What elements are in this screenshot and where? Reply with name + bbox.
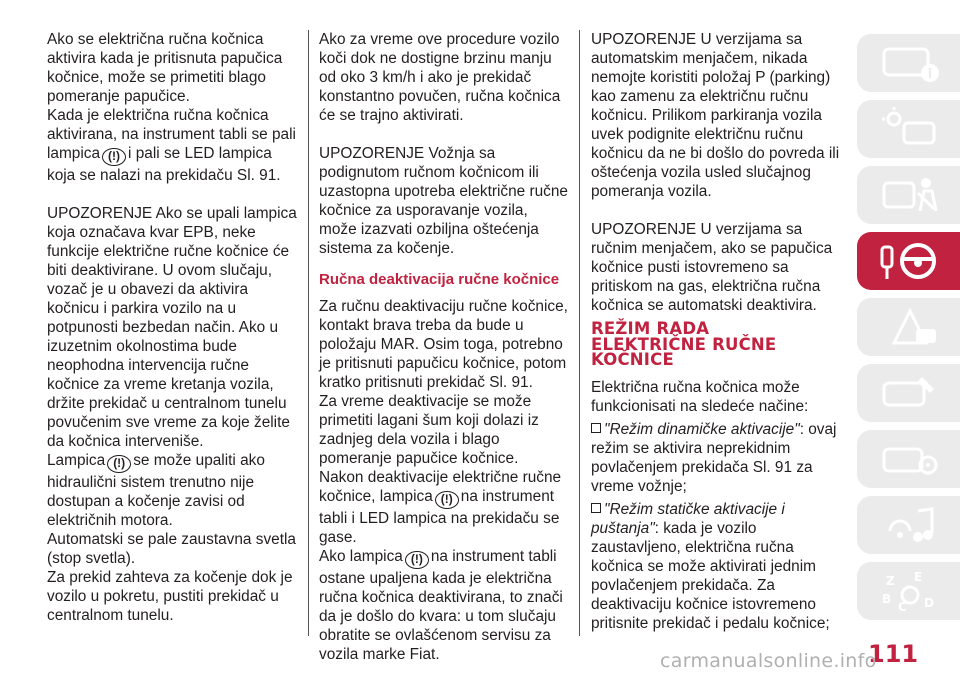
list-item: "Režim statičke aktivacije i puštanja": kada je vozilo zaustavljeno, električna ručna kočnica se može aktivirati jednim povlačenjem prekidača. Za deaktivaciju kočnice istovremeno pritisnite prekidač i pedalu kočnice; — [591, 500, 830, 632]
text-column-2 — [319, 30, 569, 664]
index-az-icon — [874, 567, 944, 615]
watermark: carmanualsonline.info — [660, 650, 877, 672]
paragraph: Za prekid zahteva za kočenje dok je vozilo u pokretu, pustiti prekidač u centralnom tunelu. — [47, 569, 293, 624]
text-column-3 — [591, 30, 841, 633]
section-heading: REŽIM RADA ELEKTRIČNE RUČNE KOČNICE — [591, 319, 777, 369]
paragraph: Za vreme deaktivacije se može primetiti lagani šum koji dolazi iz zadnjeg dela vozila i blago pomeranje papučice kočnice. — [319, 393, 539, 467]
key-steering-wheel-icon — [874, 237, 944, 285]
paragraph: Kada je električna ručna kočnica aktivirana, na instrument tabli se pali lampica (!) i pali se LED lampica koja se nalazi na prekidaču Sl. 91. — [47, 107, 296, 184]
tab-specs[interactable] — [857, 430, 960, 488]
tab-dashboard-lights[interactable] — [857, 100, 960, 158]
tab-seatbelt-airbag[interactable] — [857, 166, 960, 224]
brake-warning-icon: (!) — [435, 491, 459, 509]
svg-text:i: i — [927, 67, 932, 82]
brake-warning-icon: (!) — [405, 551, 429, 569]
car-specs-icon — [874, 435, 944, 483]
svg-text:E: E — [913, 570, 922, 584]
tab-index[interactable] — [857, 562, 960, 620]
column-divider — [579, 30, 580, 636]
brake-warning-icon: (!) — [102, 148, 126, 166]
warning-paragraph: UPOZORENJE U verzijama sa ručnim menjačem, ako se papučica kočnice pusti istovremeno sa pritiskom na gas, električna ručna kočnica se automatski deaktivira. — [591, 221, 833, 314]
tab-car-info[interactable] — [857, 34, 960, 92]
column-divider — [308, 30, 309, 636]
paragraph: Električna ručna kočnica može funkcionisati na sledeće načine: — [591, 378, 809, 415]
checkbox-bullet-icon — [591, 423, 601, 433]
tab-warning-triangle[interactable] — [857, 298, 960, 356]
brake-warning-icon: (!) — [107, 455, 131, 473]
warning-paragraph: UPOZORENJE Vožnja sa podignutom ručnom kočnicom ili uzastopna upotreba električne ručne kočnice za usporavanje vozila, može izazvati ozbiljna oštećenja sistema za kočenje. — [319, 145, 568, 257]
paragraph: Ako za vreme ove procedure vozilo koči dok ne dostigne brzinu manju od oko 3 km/h i ako je prekidač konstantno povučen, ručna kočnica će se trajno aktivirati. — [319, 31, 561, 124]
list-item: "Režim dinamičke aktivacije": ovaj režim se aktivira neprekidnim povlačenjem prekidača Sl. 91 za vreme vožnje; — [591, 420, 837, 495]
tab-maintenance[interactable] — [857, 364, 960, 422]
seatbelt-airbag-icon — [874, 171, 944, 219]
multimedia-icon — [874, 501, 944, 549]
car-maintenance-icon — [874, 369, 944, 417]
paragraph: Ako lampica (!) na instrument tabli ostane upaljena kada je električna ručna kočnica deaktivirana, to znači da je došlo do kvara: u tom slučaju obratite se ovlašćenom servisu za vozila marke Fiat. — [319, 548, 563, 663]
dashboard-lights-icon — [874, 105, 944, 153]
paragraph: Ako se električna ručna kočnica aktivira kada je pritisnuta papučica kočnice, može se primetiti blago pomeranje papučice. — [47, 31, 283, 105]
svg-text:Z: Z — [885, 574, 895, 588]
chapter-tabs — [857, 34, 960, 628]
svg-text:B: B — [881, 592, 891, 606]
checkbox-bullet-icon — [591, 503, 601, 513]
car-info-icon — [874, 39, 944, 87]
warning-triangle-car-icon — [874, 303, 944, 351]
tab-multimedia[interactable] — [857, 496, 960, 554]
svg-text:D: D — [923, 596, 934, 610]
text-column-1 — [47, 30, 297, 625]
svg-text:C: C — [897, 600, 907, 614]
subheading: Ručna deaktivacija ručne kočnice — [319, 271, 560, 288]
paragraph: Automatski se pale zaustavna svetla (stop svetla). — [47, 531, 296, 567]
page-number: 111 — [868, 640, 919, 668]
warning-paragraph: UPOZORENJE U verzijama sa automatskim menjačem, nikada nemojte koristiti položaj P (parking) kao zamenu za električnu ručnu kočnicu. Prilikom parkiranja vozila uvek podignite električnu ručnu kočnicu da ne bi došlo do povreda ili oštećenja vozila usled slučajnog pomeranja vozila. — [591, 31, 840, 200]
warning-paragraph: UPOZORENJE Ako se upali lampica koja označava kvar EPB, neke funkcije električne ručne kočnice će biti deaktivirane. U ovom slučaju, vozač je u obavezi da aktivira kočnicu i parkira vozilo na u potpunosti bezbedan način. Ako u izuzetnim okolnostima bude neophodna intervencija ručne kočnice za vreme kretanja vozila, držite prekidač u centralnom tunelu povučenim sve vreme za koje želite da kočnica interveniše. — [47, 205, 297, 450]
paragraph: Nakon deaktivacije električne ručne kočnice, lampica (!) na instrument tabli i LED lampica na prekidaču se gase. — [319, 469, 562, 546]
paragraph: Za ručnu deaktivaciju ručne kočnice, kontakt brava treba da bude u položaju MAR. Osim toga, potrebno je pritisnuti papučicu kočnice, potom kratko pritisnuti prekidač Sl. 91. — [319, 298, 568, 391]
paragraph: Lampica (!) se može upaliti ako hidraulični sistem trenutno nije dostupan a kočenje zavisi od električnih motora. — [47, 452, 265, 529]
tab-key-steering-wheel[interactable] — [857, 232, 960, 290]
